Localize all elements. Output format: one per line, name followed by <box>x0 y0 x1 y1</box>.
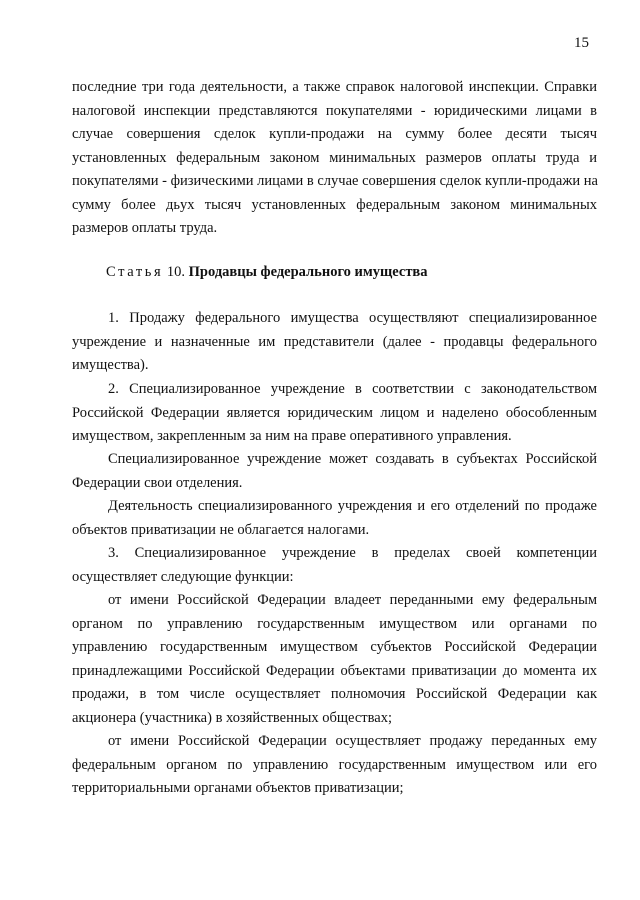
text-line: Деятельность специализированного учреждения и его отделений по продаже <box>108 498 597 514</box>
article-title: Продавцы федерального имущества <box>188 264 428 280</box>
article-number: 10. <box>166 264 186 280</box>
paragraph-7 <box>72 730 597 801</box>
text-line: установленных федеральным законом минимальных размеров оплаты труда и <box>72 149 597 166</box>
text-line: случае совершения сделок купли-продажи на сумму более десяти тысяч <box>72 126 597 142</box>
text-line: размеров оплаты труда. <box>72 220 218 236</box>
paragraph-3 <box>72 448 597 495</box>
text-line: органом по управлению государственным имуществом или органами по <box>72 615 597 632</box>
text-line: от имени Российской Федерации владеет переданными ему федеральным <box>108 592 597 608</box>
text-line: 3. Специализированное учреждение в пределах своей компетенции <box>108 545 597 561</box>
text-line: налоговой инспекции представляются покупателями - юридическими лицами в <box>72 102 597 119</box>
text-line: покупателями - физическими лицами в случае совершения сделок купли-продажи на <box>72 173 598 189</box>
text-line: Федерации свои отделения. <box>72 474 243 491</box>
text-line: принадлежащими Российской Федерации объектами приватизации до момента их <box>72 662 597 679</box>
text-line: учреждение и назначенные им представители (далее - продавцы федерального <box>72 333 597 350</box>
text-line: имуществом, закрепленным за ним на праве оперативного управления. <box>72 428 512 444</box>
text-line: от имени Российской Федерации осуществляет продажу переданных ему <box>108 733 597 749</box>
paragraph-4 <box>72 495 597 542</box>
article-heading <box>106 262 428 282</box>
text-line: акционера (участника) в хозяйственных обществах; <box>72 709 392 726</box>
text-line: территориальными органами объектов приватизации; <box>72 780 404 796</box>
text-line: управлению государственным имуществом субъектов Российской Федерации <box>72 639 597 655</box>
paragraph-5 <box>72 542 597 589</box>
paragraph-6 <box>72 589 597 730</box>
article-label: Статья <box>106 264 164 280</box>
text-line: осуществляет следующие функции: <box>72 568 294 585</box>
text-line: Специализированное учреждение может создавать в субъектах Российской <box>108 451 597 467</box>
text-line: сумму более дьух тысяч установленных федеральным законом минимальных <box>72 196 597 213</box>
paragraph-1 <box>72 307 597 378</box>
text-line: имущества). <box>72 357 149 373</box>
text-line: объектов приватизации не облагается налогами. <box>72 521 370 538</box>
text-line: федеральным органом по управлению государственным имуществом или его <box>72 756 597 773</box>
text-line: 2. Специализированное учреждение в соответствии с законодательством <box>108 381 597 397</box>
intro-paragraph <box>72 76 597 241</box>
text-line: последние три года деятельности, а также справок налоговой инспекции. Справки <box>72 79 597 95</box>
text-line: продажи, в том числе осуществляет полномочия Российской Федерации как <box>72 686 597 702</box>
text-line: Российской Федерации является юридическим лицом и наделено обособленным <box>72 404 597 421</box>
page-number: 15 <box>574 35 589 51</box>
paragraph-2 <box>72 378 597 449</box>
text-line: 1. Продажу федерального имущества осуществляют специализированное <box>108 310 597 326</box>
